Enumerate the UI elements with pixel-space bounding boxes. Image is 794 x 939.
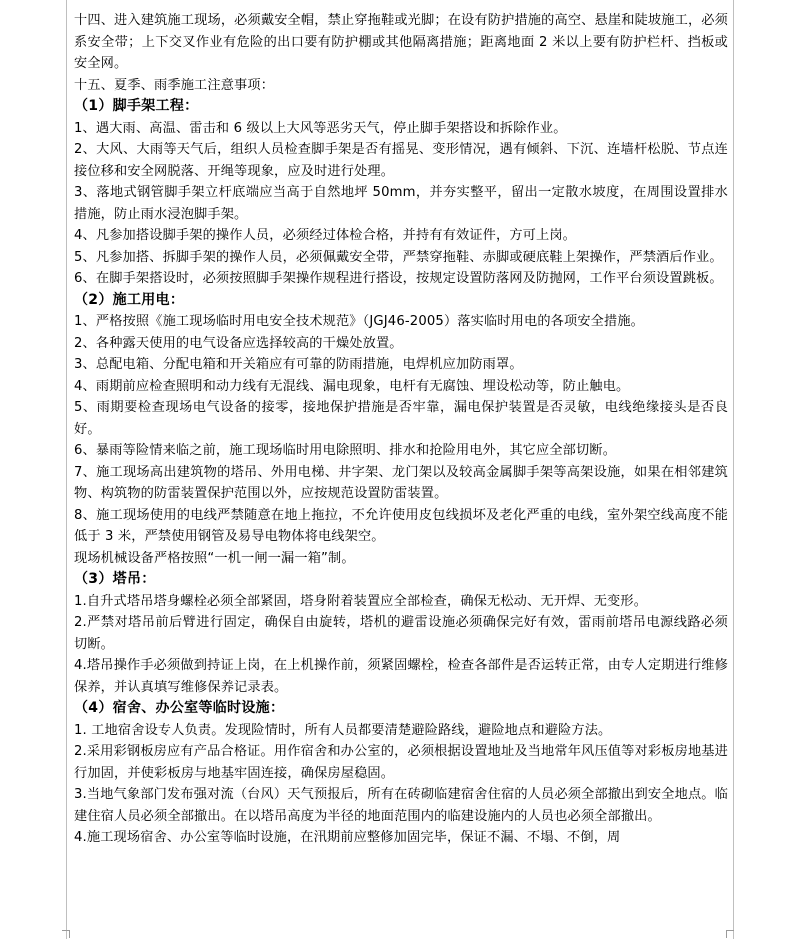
list-item: 3、总配电箱、分配电箱和开关箱应有可靠的防雨措施，电焊机应加防雨罩。 bbox=[74, 357, 523, 372]
list-item: 2.严禁对塔吊前后臂进行固定，确保自由旋转，塔机的避雷设施必须确保完好有效，雷雨前塔吊电源线路必须 切断。 bbox=[74, 615, 728, 652]
list-item: 2、各种露天使用的电气设备应选择较高的干燥处放置。 bbox=[74, 335, 403, 351]
paragraph-summer-rainy-season: 十五、夏季、雨季施工注意事项： bbox=[74, 77, 275, 93]
section-heading-tower-crane: （3）塔吊： bbox=[74, 571, 156, 587]
page-corner-mark-left bbox=[62, 930, 70, 938]
list-item: 3、落地式钢管脚手架立杆底端应当高于自然地坪 50mm，并夯实整平，留出一定散水坡度，在周围设置排水措施，防止雨水浸泡脚手架。 bbox=[74, 185, 728, 222]
list-item: 1.自升式塔吊塔身螺栓必须全部紧固，塔身附着装置应全部检查，确保无松动、无开焊、无变形。 bbox=[74, 593, 648, 609]
paragraph-equipment-rule: 现场机械设备严格按照“一机一闸一漏一箱”制。 bbox=[74, 550, 355, 566]
list-item: 8、施工现场使用的电线严禁随意在地上拖拉，不允许使用皮包线损坏及老化严重的电线，室外架空线高度不能低于 3 米，严禁使用钢管及易导电物体将电线架空。 bbox=[74, 507, 728, 544]
page-corner-mark-right bbox=[726, 930, 734, 938]
list-item: 4.塔吊操作手必须做到持证上岗，在上机操作前，须紧固螺栓，检查各部件是否运转正常，由专人定期进行维修保养，并认真填写维修保养记录表。 bbox=[74, 658, 728, 695]
list-item: 1. 工地宿舍设专人负责。发现险情时，所有人员都要清楚避险路线，避险地点和避险方法。 bbox=[74, 722, 612, 738]
list-item: 1、遇大雨、高温、雷击和 6 级以上大风等恶劣天气，停止脚手架搭设和拆除作业。 bbox=[74, 120, 567, 136]
section-heading-electricity: （2）施工用电： bbox=[74, 291, 185, 308]
list-item: 7、施工现场高出建筑物的塔吊、外用电梯、井字架、龙门架以及较高金属脚手架等高架设施，如果在相邻建筑物、构筑物的防雷装置保护范围以外，应按规范设置防雷装置。 bbox=[74, 464, 728, 501]
list-item: 4、凡参加搭设脚手架的操作人员，必须经过体检合格，并持有有效证件，方可上岗。 bbox=[74, 228, 577, 243]
list-item: 2.采用彩钢板房应有产品合格证。用作宿舍和办公室的，必须根据设置地址及当地常年风压值等对彩板房地基进行加固，并使彩板房与地基牢固连接，确保房屋稳固。 bbox=[74, 744, 728, 781]
list-item: 6、暴雨等险情来临之前，施工现场临时用电除照明、排水和抢险用电外，其它应全部切断。 bbox=[74, 443, 617, 458]
list-item: 6、在脚手架搭设时，必须按照脚手架操作规程进行搭设，按规定设置防落网及防抛网，工作平台须设置跳板。 bbox=[74, 271, 723, 286]
section-heading-temporary-facilities: （4）宿舍、办公室等临时设施： bbox=[74, 700, 285, 716]
list-item: 5、凡参加搭、拆脚手架的操作人员，必须佩戴安全带，严禁穿拖鞋、赤脚或硬底鞋上架操作，严禁酒后作业。 bbox=[74, 249, 723, 265]
document-body bbox=[74, 10, 728, 849]
list-item: 1、严格按照《施工现场临时用电安全技术规范》（JGJ46-2005）落实临时用电的各项安全措施。 bbox=[74, 314, 645, 329]
list-item: 4.施工现场宿舍、办公室等临时设施，在汛期前应整修加固完毕，保证不漏、不塌、不倒，周 bbox=[74, 830, 621, 845]
section-heading-scaffolding: （1）脚手架工程： bbox=[74, 98, 199, 114]
list-item: 5、雨期要检查现场电气设备的接零，接地保护措施是否牢靠，漏电保护装置是否灵敏，电线绝缘接头是否良好。 bbox=[74, 400, 728, 437]
list-item: 4、雨期前应检查照明和动力线有无混线、漏电现象，电杆有无腐蚀、埋设松动等，防止触电。 bbox=[74, 378, 630, 394]
list-item: 3.当地气象部门发布强对流（台风）天气预报后，所有在砖砌临建宿舍住宿的人员必须全部撤出到安全地点。临建住宿人员必须全部撤出。在以塔吊高度为半径的地面范围内的临建设施内的人员也必须全部撤出。 bbox=[74, 787, 728, 824]
paragraph-safety-gear: 十四、进入建筑施工现场，必须戴安全帽，禁止穿拖鞋或光脚；在设有防护措施的高空、悬崖和陡坡施工，必须系安全带；上下交叉作业有危险的出口要有防护棚或其他隔离措施；距离地面 2 米以上要有防护栏杆、挡板或安全网。 bbox=[74, 13, 728, 71]
list-item: 2、大风、大雨等天气后，组织人员检查脚手架是否有摇晃、变形情况，遇有倾斜、下沉、连墙杆松脱、节点连接位移和安全网脱落、开绳等现象，应及时进行处理。 bbox=[74, 142, 728, 179]
